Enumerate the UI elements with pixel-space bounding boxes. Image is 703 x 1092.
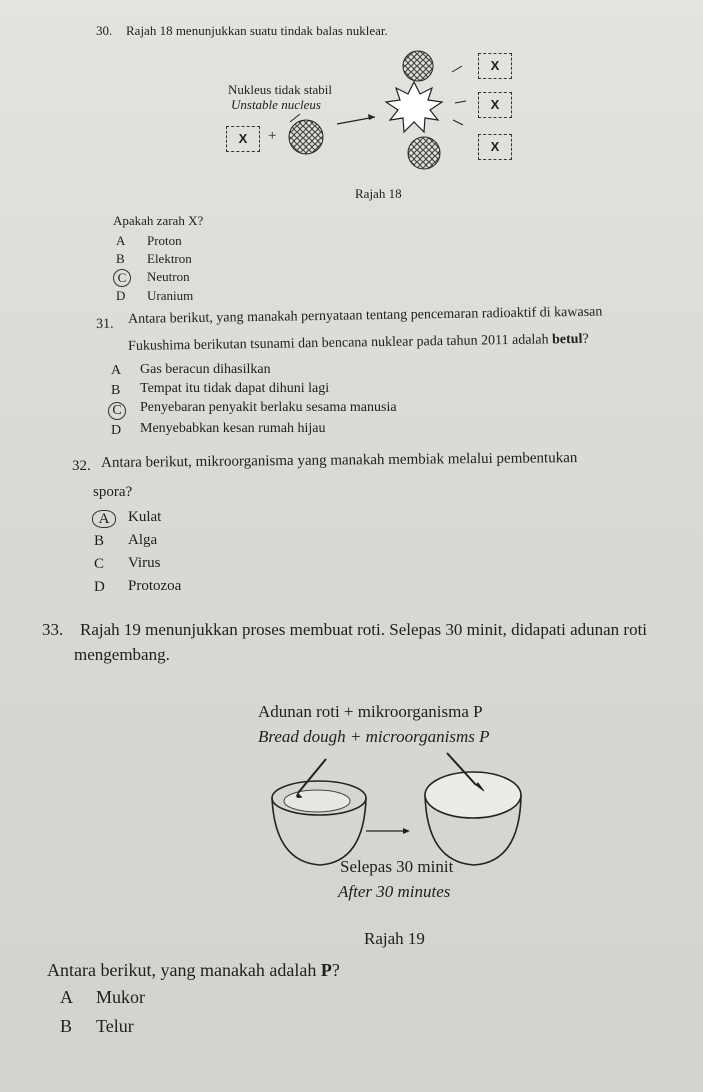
- q31-stem-line2: [128, 332, 589, 355]
- q31-option-d-letter: D: [111, 423, 122, 438]
- x-particle-box-2: X: [478, 92, 512, 118]
- spoon-handle-before: [298, 759, 326, 793]
- q33-option-a-letter: A: [60, 987, 73, 1007]
- q31-option-a-letter: A: [111, 363, 122, 378]
- reaction-arrowhead: [368, 114, 375, 120]
- q30-option-a-letter: A: [116, 233, 126, 248]
- q30-label-ms: Nukleus tidak stabil: [228, 82, 332, 97]
- q33-after-en: After 30 minutes: [338, 882, 451, 901]
- q31-stem-bold: betul: [551, 331, 583, 348]
- q30-option-d-letter: D: [116, 288, 126, 303]
- q30-number: 30.: [96, 23, 113, 38]
- q32-option-d-letter: D: [94, 579, 105, 595]
- q31-option-a-text: Gas beracun dihasilkan: [140, 362, 271, 377]
- q32-option-c-text: Virus: [128, 555, 161, 571]
- q32-option-a-letter: [92, 510, 116, 528]
- q31-option-c-mark: C: [108, 402, 126, 420]
- ray-line-1: [452, 66, 462, 72]
- bread-dough-diagram: [0, 745, 703, 875]
- q33-number: 33.: [42, 620, 64, 639]
- q33-option-a-text: Mukor: [96, 987, 145, 1007]
- figure-19-caption: Rajah 19: [364, 929, 425, 948]
- q30-option-c-mark: C: [113, 269, 131, 287]
- q32-stem-line1: Antara berikut, mikroorganisma yang manakah membiak melalui pembentukan: [101, 450, 578, 471]
- q31-option-c-letter: [108, 402, 126, 420]
- q33-question-bold: P: [320, 960, 332, 980]
- q30-option-a-text: Proton: [147, 233, 182, 248]
- q33-option-b-text: Telur: [96, 1016, 134, 1036]
- figure-18-caption: Rajah 18: [355, 186, 402, 201]
- q33-stem-line1: Rajah 19 menunjukkan proses membuat roti. Selepas 30 minit, didapati adunan roti: [80, 620, 648, 639]
- q32-option-b-letter: B: [94, 533, 105, 549]
- q30-label-en: Unstable nucleus: [231, 97, 321, 112]
- q33-option-b-letter: B: [60, 1016, 73, 1036]
- ray-line-3: [453, 120, 463, 125]
- q30-option-d-text: Uranium: [147, 288, 194, 303]
- q31-option-b-letter: B: [111, 383, 121, 398]
- q33-stem-line2: mengembang.: [74, 645, 170, 664]
- dough-before: [284, 790, 350, 812]
- x-particle-box-3: X: [478, 134, 512, 160]
- q30-option-c-text: Neutron: [147, 269, 190, 284]
- q31-stem-end: ?: [582, 331, 589, 347]
- q32-option-c-letter: C: [94, 556, 105, 572]
- q30-stem: Rajah 18 menunjukkan suatu tindak balas nuklear.: [126, 23, 388, 38]
- q33-after-ms: Selepas 30 minit: [340, 857, 454, 876]
- q32-option-a-mark: A: [92, 510, 116, 528]
- q32-number: 32.: [72, 458, 91, 474]
- q31-option-c-text: Penyebaran penyakit berlaku sesama manusia: [140, 400, 397, 415]
- q33-question-end: ?: [331, 960, 340, 980]
- q31-stem-line1: Antara berikut, yang manakah pernyataan tentang pencemaran radioaktif di kawasan: [128, 304, 603, 327]
- pointer-line: [290, 114, 300, 122]
- unstable-nucleus: [289, 120, 323, 154]
- fission-burst: [386, 82, 442, 132]
- ray-line-2: [455, 101, 466, 103]
- q30-option-b-letter: B: [116, 251, 125, 266]
- q30-option-b-text: Elektron: [147, 251, 192, 266]
- plus-sign: +: [268, 128, 277, 144]
- fragment-nucleus-top: [403, 51, 433, 81]
- fragment-nucleus-bottom: [408, 137, 440, 169]
- q31-number: 31.: [96, 316, 114, 332]
- process-arrowhead: [403, 828, 410, 834]
- q33-label-en: Bread dough + microorganisms P: [258, 727, 490, 746]
- q32-option-d-text: Protozoa: [128, 578, 182, 594]
- q32-option-b-text: Alga: [128, 532, 158, 548]
- dough-after: [425, 772, 521, 818]
- q30-option-c-letter: [113, 269, 131, 287]
- q33-question: [47, 960, 340, 981]
- q30-question: Apakah zarah X?: [113, 213, 204, 228]
- q31-stem-text: Fukushima berikutan tsunami dan bencana nuklear pada tahun 2011 adalah: [128, 332, 549, 354]
- q31-option-d-text: Menyebabkan kesan rumah hijau: [140, 421, 326, 436]
- q31-option-b-text: Tempat itu tidak dapat dihuni lagi: [140, 381, 330, 396]
- q32-option-a-text: Kulat: [128, 509, 162, 525]
- x-particle-box-left: X: [226, 126, 260, 152]
- q32-stem-line2: spora?: [93, 484, 133, 500]
- q33-label-ms: Adunan roti + mikroorganisma P: [258, 702, 483, 721]
- nuclear-reaction-diagram: [0, 0, 703, 200]
- q33-question-text: Antara berikut, yang manakah adalah: [47, 960, 321, 980]
- x-particle-box-1: X: [478, 53, 512, 79]
